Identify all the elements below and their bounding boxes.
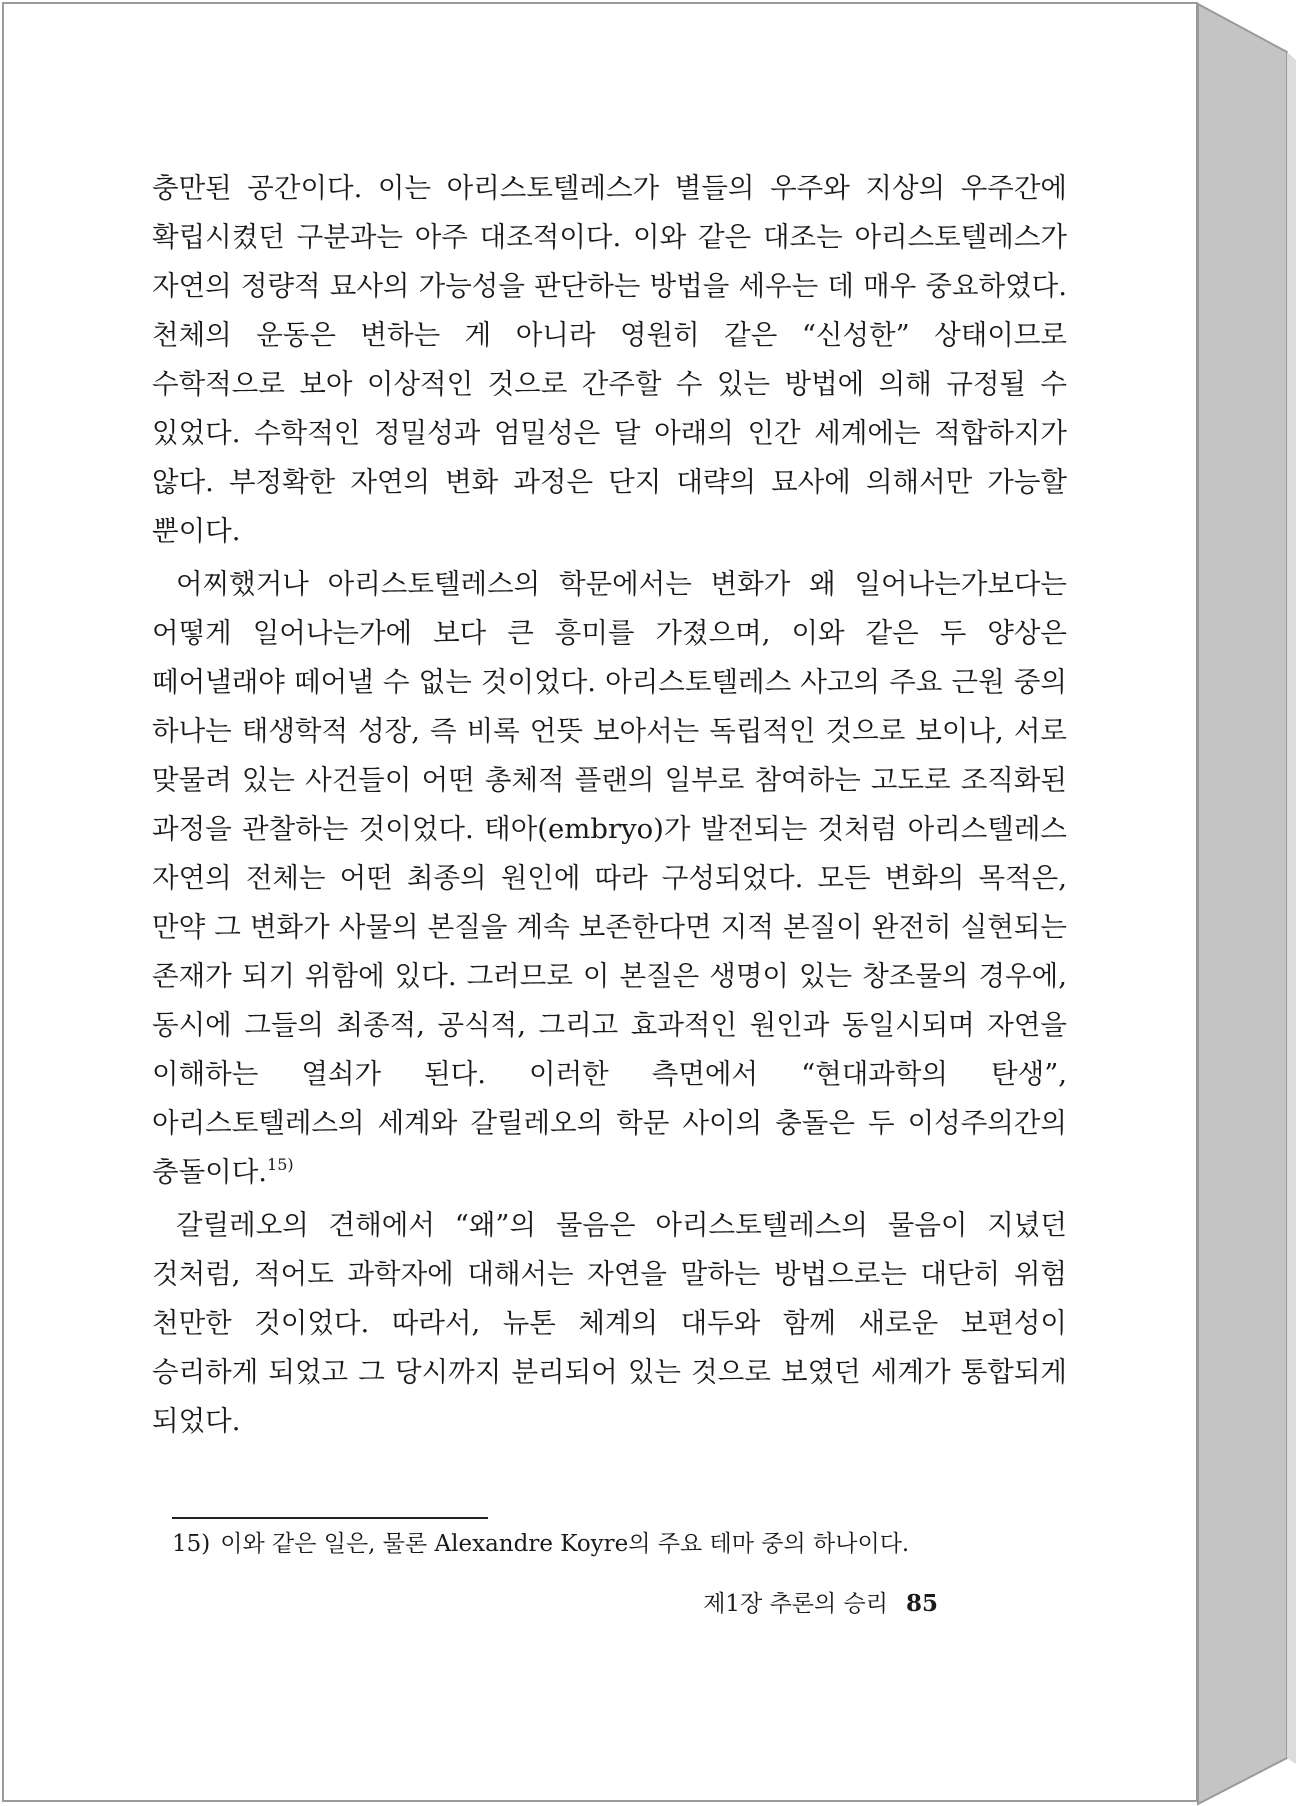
footnote-text: 이와 같은 일은, 물론 Alexandre Koyre의 주요 테마 중의 하나이다. [220,1531,910,1557]
page-number: 85 [905,1590,938,1617]
footnote-divider [172,1517,488,1519]
paragraph-2-text: 어찌했거나 아리스토텔레스의 학문에서는 변화가 왜 일어나는가보다는 어떻게 일어나는가에 보다 큰 흥미를 가졌으며, 이와 같은 두 양상은 떼어낼래야 떼어낼 수 없는 것이었다. 아리스토텔레스 사고의 주요 근원 중의 하나는 태생학적 성장, 즉 비록 언뜻 보아서는 독립적인 것으로 보이나, 서로 맞물려 있는 사건들이 어떤 총체적 플랜의 일부로 참여하는 고도로 조직화된 과정을 관찰하는 것이었다. 태아(embryo)가 발전되는 것처럼 아리스텔레스 자연의 전체는 어떤 최종의 원인에 따라 구성되었다. 모든 변화의 목적은, 만약 그 변화가 사물의 본질을 계속 보존한다면 지적 본질이 완전히 실현되는 존재가 되기 위함에 있다. 그러므로 이 본질은 생명이 있는 창조물의 경우에, 동시에 그들의 최종적, 공식적, 그리고 효과적인 원인과 동일시되며 자연을 이해하는 열쇠가 된다. 이러한 측면에서 “현대과학의 탄생”, 아리스토텔레스의 세계와 갈릴레오의 학문 사이의 충돌은 두 이성주의간의 충돌이다. [152,568,1067,1188]
paragraph-3: 갈릴레오의 견해에서 “왜”의 물음은 아리스토텔레스의 물음이 지녔던 것처럼, 적어도 과학자에 대해서는 자연을 말하는 방법으로는 대단히 위험 천만한 것이었다. 따라서, 뉴톤 체계의 대두와 함께 새로운 보편성이 승리하게 되었고 그 당시까지 분리되어 있는 것으로 보였던 세계가 통합되게 되었다. [152,1209,1067,1437]
chapter-title: 제1장 추론의 승리 [703,1591,888,1617]
book-spine-side [1198,4,1287,1804]
paragraph-1: 충만된 공간이다. 이는 아리스토텔레스가 별들의 우주와 지상의 우주간에 확립시켰던 구분과는 아주 대조적이다. 이와 같은 대조는 아리스토텔레스가 자연의 정량적 묘사의 가능성을 판단하는 방법을 세우는 데 매우 중요하였다. 천체의 운동은 변하는 게 아니라 영원히 같은 “신성한” 상태이므로 수학적으로 보아 이상적인 것으로 간주할 수 있는 방법에 의해 규정될 수 있었다. 수학적인 정밀성과 엄밀성은 달 아래의 인간 세계에는 적합하지가 않다. 부정확한 자연의 변화 과정은 단지 대략의 묘사에 의해서만 가능할 뿐이다. [152,172,1068,547]
footnote [172,1528,1072,1560]
footnote-reference: 15) [267,1155,294,1174]
footnote-mark: 15) [172,1531,211,1557]
paragraph-2 [152,560,1067,1197]
running-footer [703,1588,938,1620]
body-text [152,164,1067,1446]
book-page [2,2,1198,1802]
book-spine-shadow [1287,52,1296,1764]
